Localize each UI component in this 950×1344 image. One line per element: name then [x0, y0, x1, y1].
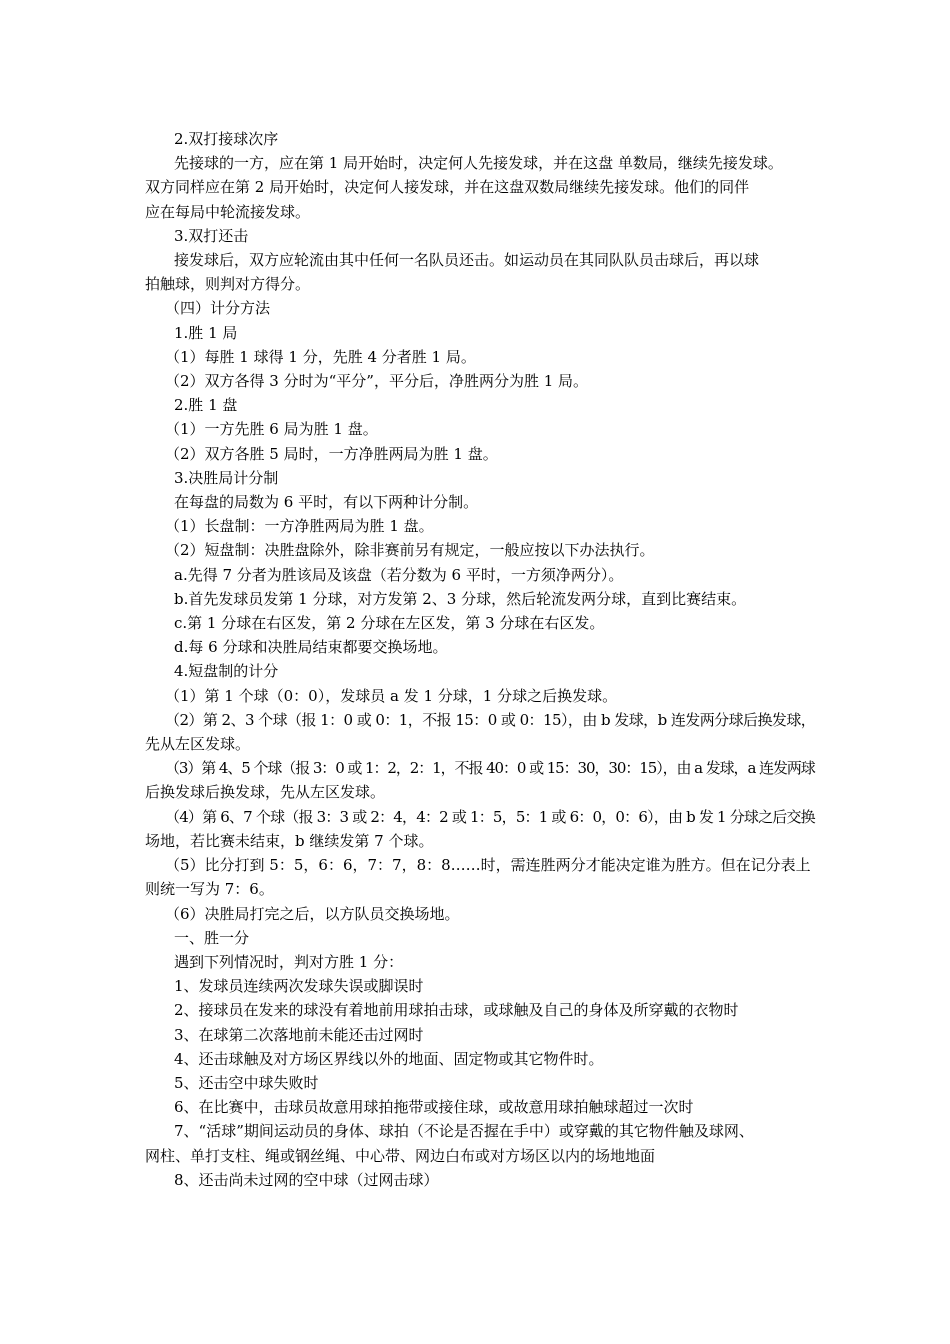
text-line: 网柱、单打支柱、绳或钢丝绳、中心带、网边白布或对方场区以内的场地地面	[145, 1146, 656, 1165]
text-line: 在每盘的局数为 6 平时，有以下两种计分制。	[174, 493, 479, 512]
text-line: 7、“活球”期间运动员的身体、球拍（不论是否握在手中）或穿戴的其它物件触及球网、	[174, 1122, 754, 1141]
text-line: 3、在球第二次落地前未能还击过网时	[174, 1025, 424, 1044]
text-line: d.每 6 分球和决胜局结束都要交换场地。	[174, 638, 448, 657]
text-line: （四）计分方法	[165, 299, 271, 318]
text-line: （5）比分打到 5：5，6：6，7：7，8：8……时，需连胜两分才能决定谁为胜方。但在记分表上	[165, 856, 811, 875]
text-line: 5、还击空中球失败时	[174, 1073, 319, 1092]
text-line: 遇到下列情况时，判对方胜 1 分：	[174, 952, 404, 971]
text-line: 接发球后，双方应轮流由其中任何一名队员还击。如运动员在其同队队员击球后，再以球	[174, 251, 760, 270]
text-line: 先接球的一方，应在第 1 局开始时，决定何人先接发球，并在这盘 单数局，继续先接发球。	[174, 154, 783, 173]
text-line: （3）第 4、5 个球（报 3：0 或 1：2，2：1，不报 40：0 或 15：30，30：15），由 a 发球，a 连发两球	[165, 759, 815, 778]
text-line: b.首先发球员发第 1 分球，对方发第 2、3 分球，然后轮流发两分球，直到比赛结束。	[174, 589, 747, 608]
text-line: 则统一写为 7：6。	[145, 880, 274, 899]
text-line: 拍触球，则判对方得分。	[145, 275, 311, 294]
text-line: （1）第 1 个球（0：0），发球员 a 发 1 分球，1 分球之后换发球。	[165, 686, 618, 705]
text-line: a.先得 7 分者为胜该局及该盘（若分数为 6 平时，一方须净两分）。	[174, 565, 624, 584]
text-line: 4.短盘制的计分	[174, 662, 279, 681]
text-line: 双方同样应在第 2 局开始时，决定何人接发球，并在这盘双数局继续先接发球。他们的同伴	[145, 178, 750, 197]
text-line: 2.胜 1 盘	[174, 396, 238, 415]
text-line: 6、在比赛中，击球员故意用球拍拖带或接住球，或故意用球拍触球超过一次时	[174, 1098, 694, 1117]
text-line: 2.双打接球次序	[174, 130, 279, 148]
document-body	[145, 127, 815, 1192]
text-line: 场地，若比赛未结束，b 继续发第 7 个球。	[145, 831, 434, 850]
text-line: 先从左区发球。	[145, 735, 251, 754]
text-line: （2）第 2、3 个球（报 1：0 或 0：1，不报 15：0 或 0：15），由 b 发球，b 连发两分球后换发球，	[165, 710, 816, 729]
text-line: c.第 1 分球在右区发，第 2 分球在左区发，第 3 分球在右区发。	[174, 614, 605, 633]
text-line: （2）短盘制：决胜盘除外，除非赛前另有规定，一般应按以下办法执行。	[165, 541, 655, 560]
text-line: 1.胜 1 局	[174, 323, 238, 342]
text-line: 2、接球员在发来的球没有着地前用球拍击球，或球触及自己的身体及所穿戴的衣物时	[174, 1001, 739, 1020]
text-line: （4）第 6、7 个球（报 3：3 或 2：4，4：2 或 1：5，5：1 或 6：0，0：6），由 b 发 1 分球之后交换	[165, 807, 815, 826]
text-line: （1）长盘制：一方净胜两局为胜 1 盘。	[165, 517, 434, 536]
text-line: （1）一方先胜 6 局为胜 1 盘。	[165, 420, 378, 439]
text-line: 应在每局中轮流接发球。	[145, 202, 311, 221]
text-line: 3.决胜局计分制	[174, 468, 279, 487]
text-line: 1、发球员连续两次发球失误或脚误时	[174, 977, 424, 996]
text-line: （2）双方各胜 5 局时，一方净胜两局为胜 1 盘。	[165, 444, 498, 463]
text-line: 一、胜一分	[174, 928, 250, 947]
text-line: 4、还击球触及对方场区界线以外的地面、固定物或其它物件时。	[174, 1049, 604, 1068]
text-line: 3.双打还击	[174, 226, 249, 245]
text-line: （1）每胜 1 球得 1 分，先胜 4 分者胜 1 局。	[165, 347, 476, 366]
text-line: 后换发球后换发球，先从左区发球。	[145, 783, 386, 802]
text-line: （6）决胜局打完之后，以方队员交换场地。	[165, 904, 460, 923]
text-line: 8、还击尚未过网的空中球（过网击球）	[174, 1170, 439, 1189]
text-line: （2）双方各得 3 分时为“平分”，平分后，净胜两分为胜 1 局。	[165, 372, 589, 391]
